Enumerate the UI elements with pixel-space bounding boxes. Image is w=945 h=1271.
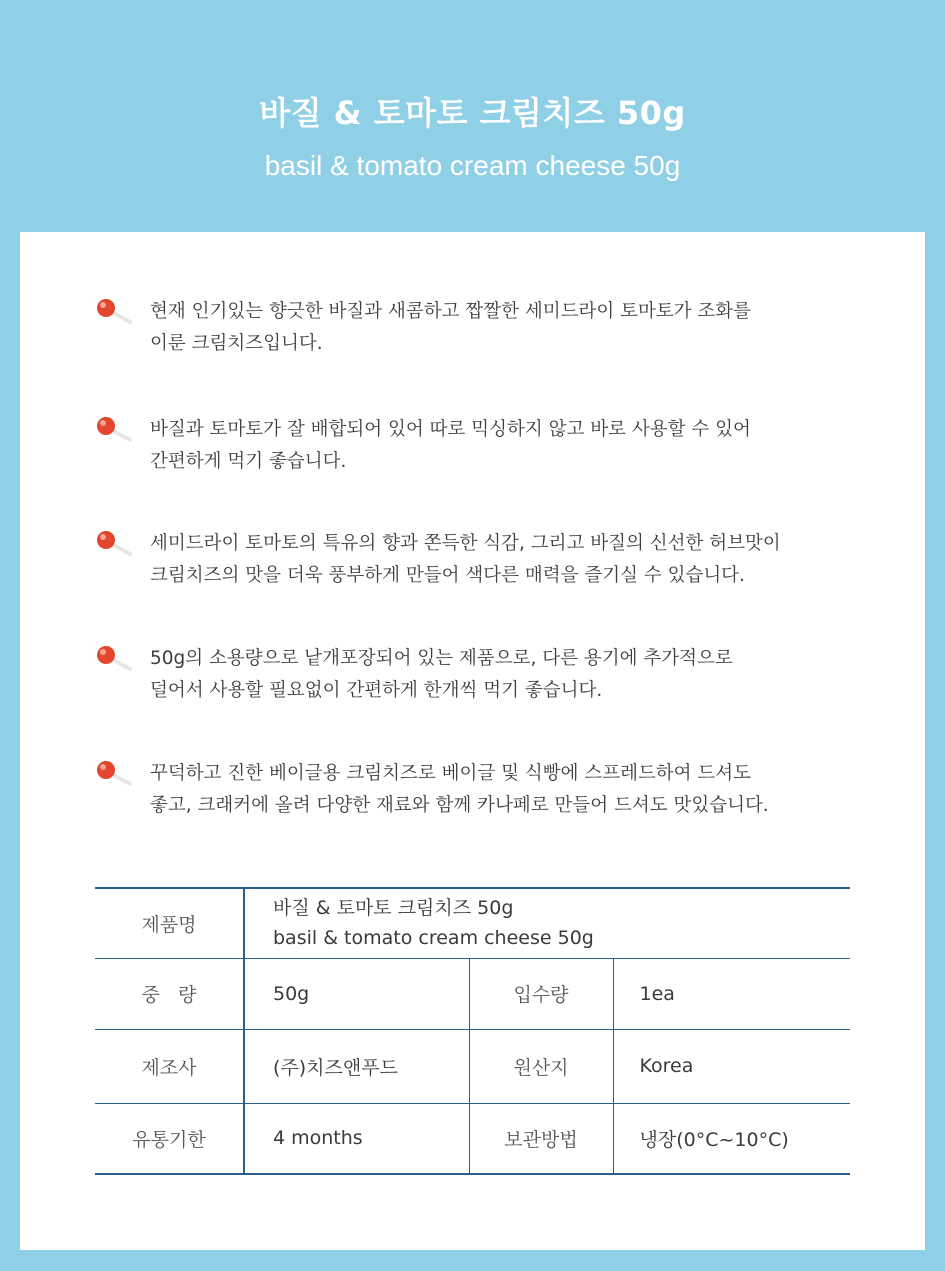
content-card xyxy=(20,232,925,1250)
manufacturer-label: 제조사 xyxy=(95,1029,244,1103)
push-pin-icon xyxy=(94,758,138,788)
feature-text: 50g의 소용량으로 낱개포장되어 있는 제품으로, 다른 용기에 추가적으로 덜어서 사용할 필요없이 간편하게 한개씩 먹기 좋습니다. xyxy=(150,648,733,701)
push-pin-icon xyxy=(94,528,138,558)
page-title: 바질 & 토마토 크림치즈 50g xyxy=(259,94,686,132)
feature-item xyxy=(94,643,864,713)
feature-text: 세미드라이 토마토의 특유의 향과 쫀득한 식감, 그리고 바질의 신선한 허브맛이 크림치즈의 맛을 더욱 풍부하게 만들어 색다른 매력을 즐기실 수 있습니다. xyxy=(150,533,781,586)
storage-value: 냉장(0°C~10°C) xyxy=(613,1103,850,1174)
table-row xyxy=(95,958,850,1029)
feature-text: 현재 인기있는 향긋한 바질과 새콤하고 짭짤한 세미드라이 토마토가 조화를 이룬 크림치즈입니다. xyxy=(150,301,752,354)
product-name-label: 제품명 xyxy=(95,888,244,958)
product-name-en: basil & tomato cream cheese 50g xyxy=(273,927,594,950)
push-pin-icon xyxy=(94,643,138,673)
storage-label: 보관방법 xyxy=(469,1103,613,1174)
expiry-label: 유통기한 xyxy=(95,1103,244,1174)
feature-text: 바질과 토마토가 잘 배합되어 있어 따로 믹싱하지 않고 바로 사용할 수 있어 간편하게 먹기 좋습니다. xyxy=(150,419,751,472)
feature-item xyxy=(94,296,864,366)
push-pin-icon xyxy=(94,296,138,326)
origin-value: Korea xyxy=(613,1029,850,1103)
table-row xyxy=(95,888,850,958)
weight-value: 50g xyxy=(244,958,469,1029)
quantity-value: 1ea xyxy=(613,958,850,1029)
push-pin-icon xyxy=(94,414,138,444)
origin-label: 원산지 xyxy=(469,1029,613,1103)
feature-item xyxy=(94,758,864,828)
product-name-ko: 바질 & 토마토 크림치즈 50g xyxy=(273,897,514,920)
product-name-value xyxy=(244,888,850,958)
weight-label: 중 량 xyxy=(95,958,244,1029)
quantity-label: 입수량 xyxy=(469,958,613,1029)
table-row xyxy=(95,1103,850,1174)
page-subtitle: basil & tomato cream cheese 50g xyxy=(264,150,681,181)
manufacturer-value: (주)치즈앤푸드 xyxy=(244,1029,469,1103)
feature-item xyxy=(94,414,864,484)
header xyxy=(0,0,945,232)
feature-text: 꾸덕하고 진한 베이글용 크림치즈로 베이글 및 식빵에 스프레드하여 드셔도 좋고, 크래커에 올려 다양한 재료와 함께 카나페로 만들어 드셔도 맛있습니다. xyxy=(150,763,769,816)
spec-table xyxy=(95,887,850,1175)
expiry-value: 4 months xyxy=(244,1103,469,1174)
feature-item xyxy=(94,528,864,598)
table-row xyxy=(95,1029,850,1103)
